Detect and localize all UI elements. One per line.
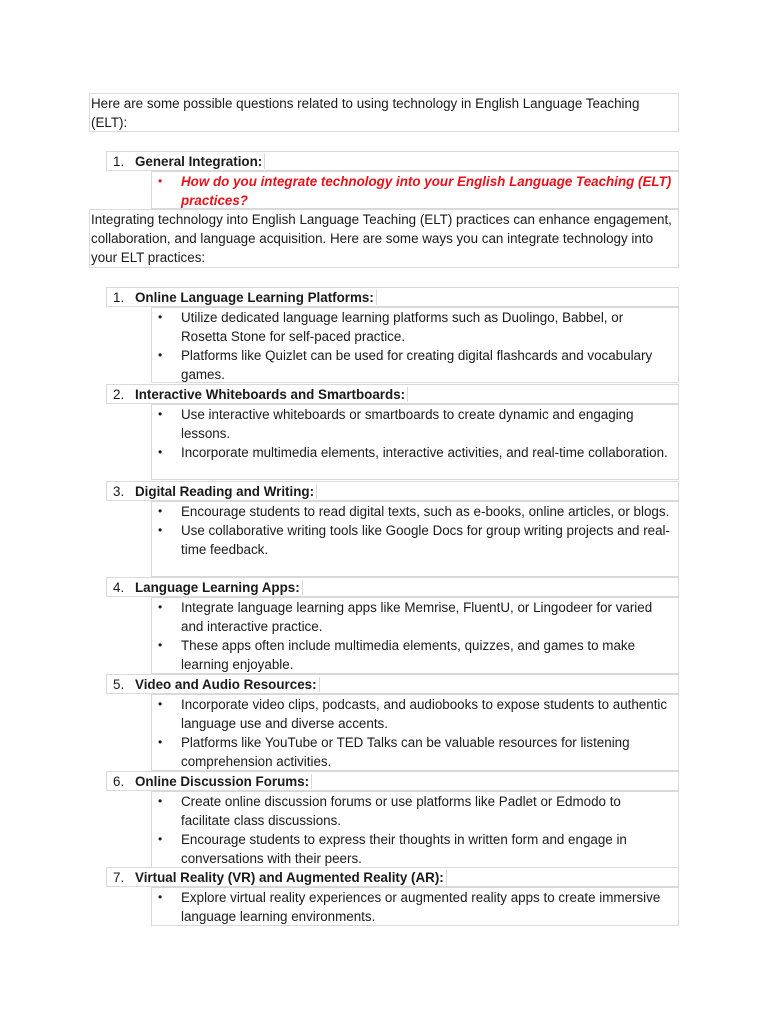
- bullet-icon: •: [158, 407, 163, 421]
- section-heading: [106, 384, 679, 404]
- list-item: [152, 346, 678, 384]
- question-heading: [106, 151, 679, 171]
- list-item-text: Integrate language learning apps like Memrise, FluentU, or Lingodeer for varied and interactive practice.: [181, 600, 653, 634]
- question-item: [152, 172, 678, 210]
- list-item: [152, 521, 678, 559]
- section-number: 2.: [113, 387, 125, 402]
- list-item-text: Incorporate multimedia elements, interactive activities, and real-time collaboration.: [181, 445, 668, 460]
- section-title: Online Language Learning Platforms:: [135, 290, 377, 305]
- section-number: 4.: [113, 580, 125, 595]
- list-item-text: Use collaborative writing tools like Google Docs for group writing projects and real-time feedback.: [181, 523, 670, 557]
- section-number: 5.: [113, 677, 125, 692]
- section-title: Video and Audio Resources:: [135, 677, 320, 692]
- question-number: 1.: [113, 154, 125, 169]
- list-item: [152, 308, 678, 346]
- list-item: [152, 695, 678, 733]
- section-number: 1.: [113, 290, 125, 305]
- list-item-text: Encourage students to express their thoughts in written form and engage in conversations with their peers.: [181, 832, 627, 866]
- bullet-icon: •: [158, 523, 163, 537]
- section-bullet-list: [151, 597, 679, 674]
- section-number: 7.: [113, 870, 125, 885]
- bullet-icon: •: [158, 697, 163, 711]
- list-item: [152, 443, 678, 462]
- bullet-icon: •: [158, 174, 163, 188]
- list-item-text: Utilize dedicated language learning platforms such as Duolingo, Babbel, or Rosetta Stone for self-paced practice.: [181, 310, 624, 344]
- section-heading: [106, 867, 679, 887]
- bullet-icon: •: [158, 794, 163, 808]
- section-bullet-list: [151, 694, 679, 771]
- section-number: 3.: [113, 484, 125, 499]
- list-item: [152, 888, 678, 926]
- bullet-icon: •: [158, 445, 163, 459]
- bullet-icon: •: [158, 348, 163, 362]
- section-title: Digital Reading and Writing:: [135, 484, 317, 499]
- section-bullet-list: [151, 307, 679, 383]
- question-list: [151, 171, 679, 209]
- list-item: [152, 598, 678, 636]
- section-heading: [106, 481, 679, 501]
- list-item-text: Platforms like Quizlet can be used for creating digital flashcards and vocabulary games.: [181, 348, 653, 382]
- intro-paragraph: Here are some possible questions related to using technology in English Language Teaching (ELT):: [89, 93, 679, 132]
- list-item-text: Explore virtual reality experiences or augmented reality apps to create immersive language learning environments.: [181, 890, 661, 924]
- list-item: [152, 733, 678, 771]
- bullet-icon: •: [158, 504, 163, 518]
- section-heading: [106, 674, 679, 694]
- section-bullet-list: [151, 887, 679, 926]
- question-title: General Integration:: [135, 154, 265, 169]
- section-title: Language Learning Apps:: [135, 580, 303, 595]
- section-title: Interactive Whiteboards and Smartboards:: [135, 387, 408, 402]
- list-item-text: Encourage students to read digital texts, such as e-books, online articles, or blogs.: [181, 504, 670, 519]
- section-number: 6.: [113, 774, 125, 789]
- bullet-icon: •: [158, 638, 163, 652]
- bullet-icon: •: [158, 890, 163, 904]
- list-item-text: Incorporate video clips, podcasts, and audiobooks to expose students to authentic language use and diverse accents.: [181, 697, 668, 731]
- bullet-icon: •: [158, 600, 163, 614]
- answer-intro-paragraph: Integrating technology into English Language Teaching (ELT) practices can enhance engagement, collaboration, and language acquisition. Here are some ways you can integrate technology into your ELT practices:: [89, 209, 679, 268]
- section-bullet-list: [151, 404, 679, 480]
- section-bullet-list: [151, 501, 679, 577]
- list-item: [152, 792, 678, 830]
- section-heading: [106, 287, 679, 307]
- question-text: How do you integrate technology into your English Language Teaching (ELT) practices?: [181, 174, 672, 208]
- section-heading: [106, 577, 679, 597]
- bullet-icon: •: [158, 832, 163, 846]
- list-item: [152, 636, 678, 674]
- list-item: [152, 502, 678, 521]
- list-item-text: Platforms like YouTube or TED Talks can be valuable resources for listening comprehension activities.: [181, 735, 630, 769]
- section-title: Virtual Reality (VR) and Augmented Reality (AR):: [135, 870, 447, 885]
- list-item-text: Use interactive whiteboards or smartboards to create dynamic and engaging lessons.: [181, 407, 634, 441]
- bullet-icon: •: [158, 310, 163, 324]
- bullet-icon: •: [158, 735, 163, 749]
- section-heading: [106, 771, 679, 791]
- list-item: [152, 405, 678, 443]
- section-bullet-list: [151, 791, 679, 868]
- list-item-text: Create online discussion forums or use platforms like Padlet or Edmodo to facilitate class discussions.: [181, 794, 621, 828]
- section-title: Online Discussion Forums:: [135, 774, 312, 789]
- list-item: [152, 830, 678, 868]
- list-item-text: These apps often include multimedia elements, quizzes, and games to make learning enjoyable.: [181, 638, 636, 672]
